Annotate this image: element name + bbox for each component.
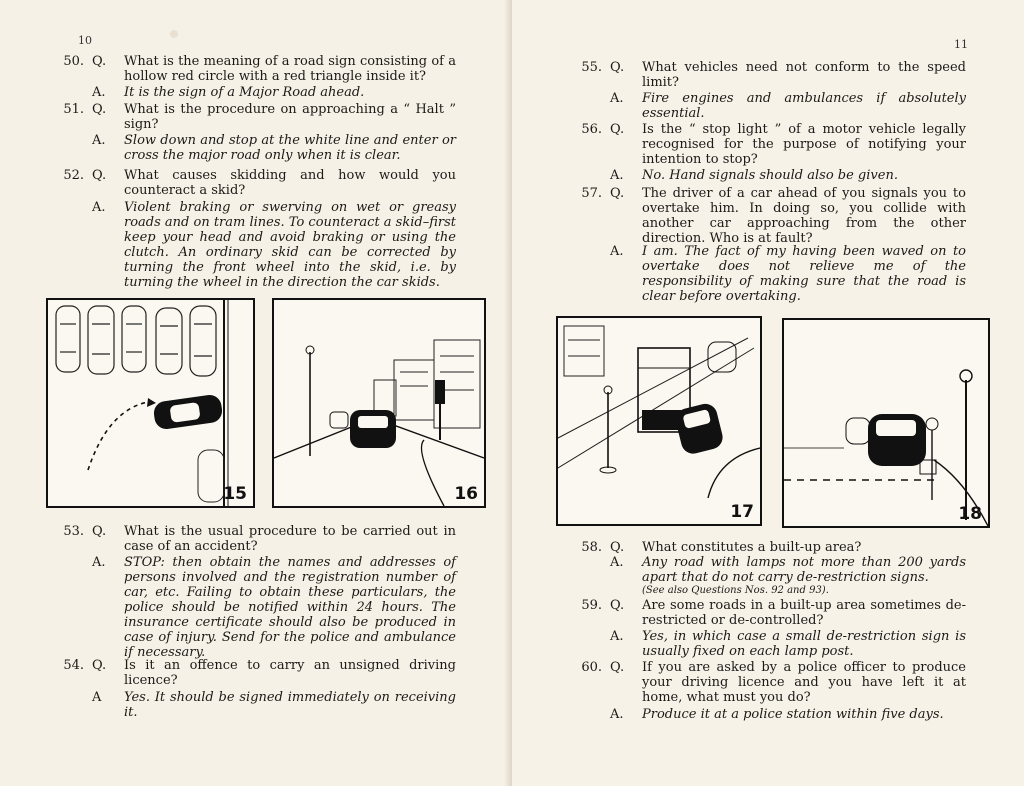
answer-text: Fire engines and ambulances if absolutely essential. [642,91,966,121]
item-number: 51. [63,102,84,117]
page-number: 10 [78,34,92,47]
qa-item-57 [578,186,978,304]
q-label: Q. [610,660,625,675]
item-number: 60. [581,660,602,675]
item-number: 52. [63,168,84,183]
skid-illustration [48,300,253,506]
item-number: 58. [581,540,602,555]
qa-item-59 [578,598,978,658]
question-text: What is the procedure on approaching a “ Halt ” sign? [124,102,456,132]
question-text: Are some roads in a built-up area sometimes de-restricted or de-controlled? [642,598,966,628]
item-number: 59. [581,598,602,613]
answer-text: It is the sign of a Major Road ahead. [124,85,365,100]
a-label: A. [610,91,624,106]
q-label: Q. [92,524,107,539]
question-text: The driver of a car ahead of you signals you to overtake him. In doing so, you collide with another car approaching from the other direction. Who is at fault? [642,186,966,246]
overtaking-illustration [558,318,760,524]
right-page [512,0,1024,786]
page-number: 11 [954,38,968,51]
answer-text: Yes. It should be signed immediately on receiving it. [124,690,456,720]
q-label: Q. [92,54,107,69]
q-label: Q. [92,102,107,117]
a-label: A. [610,555,624,570]
q-label: Q. [610,186,625,201]
answer-text: STOP: then obtain the names and addresses of persons involved and the registration number of car, etc. Failing to obtain these particulars, the police should be notified within 24 hours. The insurance certificate should also be produced in case of injury. Send for the police and ambulance if necessary. [124,555,456,660]
answer-text: Any road with lamps not more than 200 yards apart that do not carry de-restriction signs. [642,555,966,585]
q-label: Q. [92,168,107,183]
q-label: Q. [610,60,625,75]
answer-text: Slow down and stop at the white line and enter or cross the major road only when it is clear. [124,133,456,163]
a-label: A [92,690,102,705]
q-label: Q. [610,122,625,137]
question-text: If you are asked by a police officer to produce your driving licence and you have left it at home, what must you do? [642,660,966,705]
a-label: A. [610,629,624,644]
qa-item-52 [60,168,460,290]
q-label: Q. [610,598,625,613]
item-number: 50. [63,54,84,69]
qa-item-56 [578,122,978,186]
answer-text: Violent braking or swerving on wet or greasy roads and on tram lines. To counteract a skid–first keep your head and avoid braking or using the clutch. An ordinary skid can be corrected by turning the front wheel into the skid, i.e. by turning the wheel in the direction the car skids. [124,200,456,290]
item-number: 55. [581,60,602,75]
item-number: 54. [63,658,84,673]
answer-text: Produce it at a police station within five days. [642,707,944,722]
figure-15 [46,298,255,508]
figure-number: 16 [454,484,478,504]
qa-item-54 [60,658,460,718]
figure-number: 15 [223,484,247,504]
question-text: What is the meaning of a road sign consisting of a hollow red circle with a red triangle inside it? [124,54,456,84]
question-text: What causes skidding and how would you counteract a skid? [124,168,456,198]
q-label: Q. [92,658,107,673]
q-label: Q. [610,540,625,555]
qa-item-53 [60,524,460,658]
qa-item-51 [60,102,460,168]
item-number: 56. [581,122,602,137]
a-label: A. [92,555,106,570]
answer-text: I am. The fact of my having been waved on to overtake does not relieve me of the responsibility of making sure that the road is clear before overtaking. [642,244,966,304]
figure-number: 18 [958,504,982,524]
answer-text: Yes, in which case a small de-restriction sign is usually fixed on each lamp post. [642,629,966,659]
a-label: A. [92,85,106,100]
qa-item-60 [578,660,978,726]
a-label: A. [92,200,106,215]
a-label: A. [92,133,106,148]
ink-spot [170,30,178,38]
figure-17 [556,316,762,526]
question-text: Is it an offence to carry an unsigned driving licence? [124,658,456,688]
a-label: A. [610,244,624,259]
lamp-post-illustration [784,320,988,526]
answer-text: No. Hand signals should also be given. [642,168,898,183]
item-number: 57. [581,186,602,201]
figure-number: 17 [730,502,754,522]
figure-16 [272,298,486,508]
item-number: 53. [63,524,84,539]
junction-illustration [274,300,484,506]
qa-item-55 [578,60,978,120]
question-text: Is the “ stop light ” of a motor vehicle legally recognised for the purpose of notifying your intention to stop? [642,122,966,167]
cross-reference-note: (See also Questions Nos. 92 and 93). [642,585,829,596]
figure-18 [782,318,990,528]
question-text: What vehicles need not conform to the speed limit? [642,60,966,90]
qa-item-58 [578,540,978,596]
a-label: A. [610,707,624,722]
question-text: What constitutes a built-up area? [642,540,862,555]
a-label: A. [610,168,624,183]
question-text: What is the usual procedure to be carried out in case of an accident? [124,524,456,554]
